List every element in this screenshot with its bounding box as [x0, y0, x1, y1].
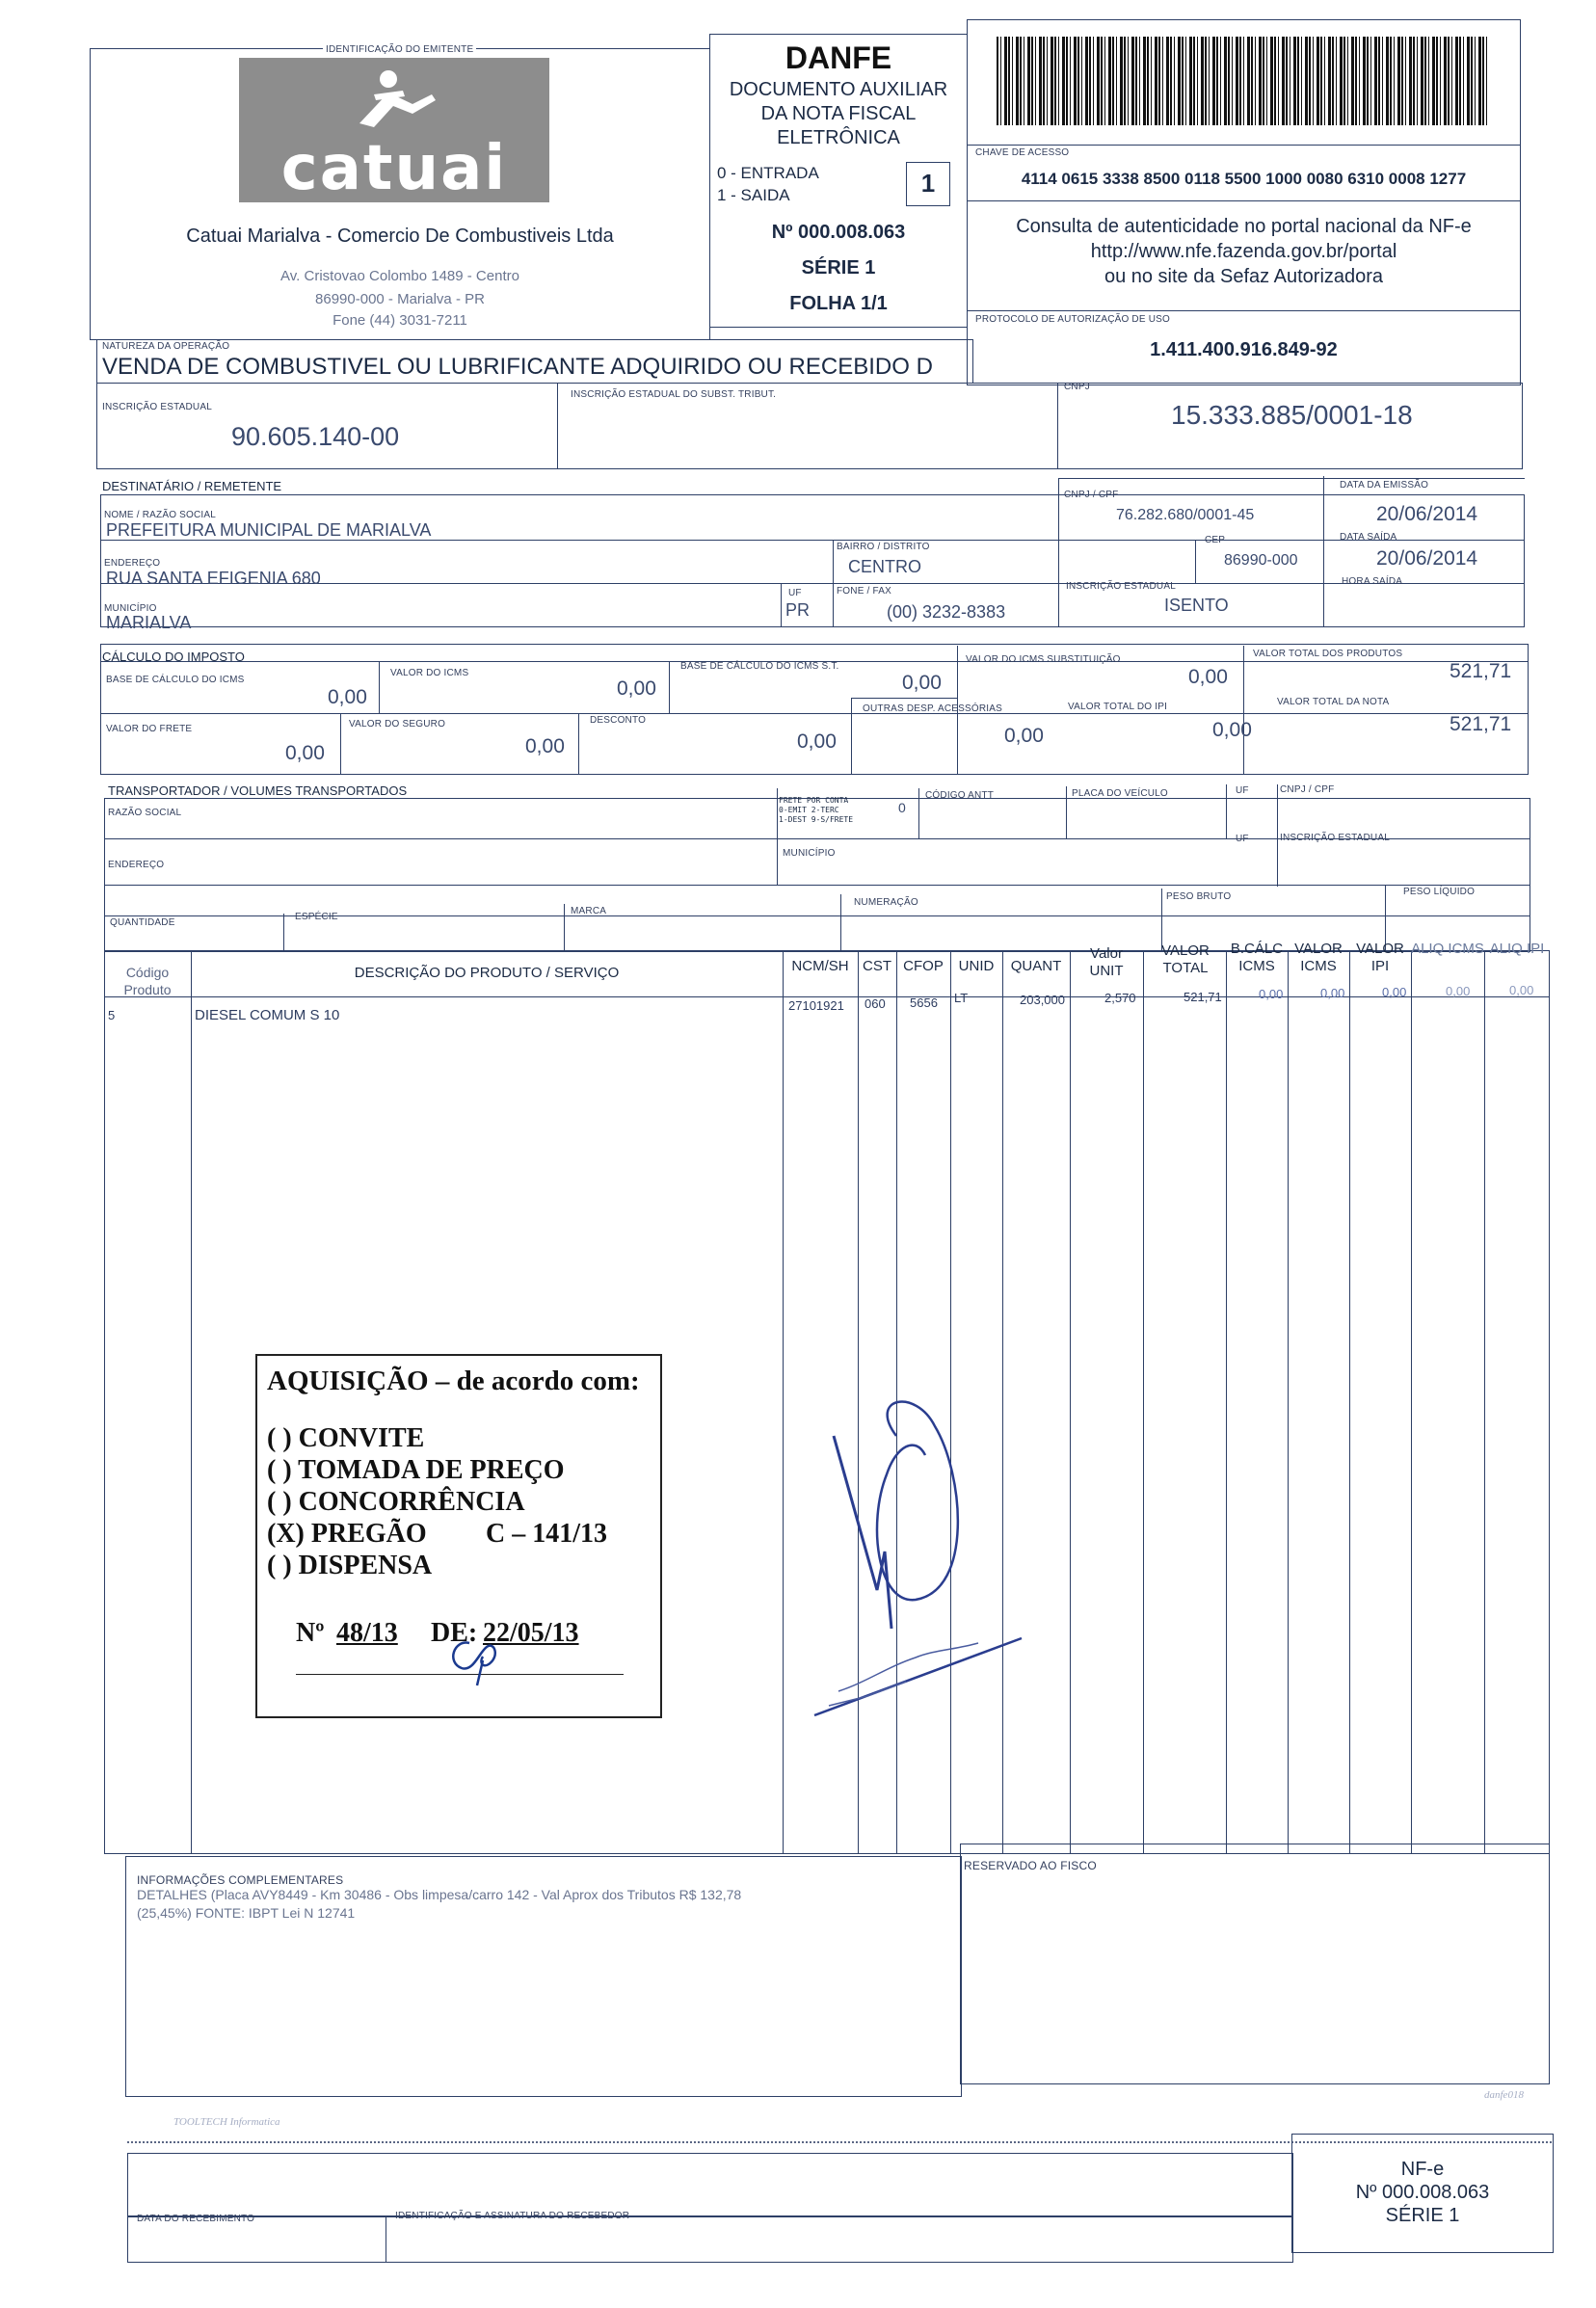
- numeracao-label: NUMERAÇÃO: [854, 897, 918, 908]
- th-valor-ipi: VALOR IPI: [1356, 941, 1404, 974]
- frete-label: VALOR DO FRETE: [106, 724, 193, 734]
- stamp-de-label: DE:: [431, 1618, 478, 1648]
- info-line2: (25,45%) FONTE: IBPT Lei N 12741: [137, 1905, 356, 1921]
- protocolo-label: PROTOCOLO DE AUTORIZAÇÃO DE USO: [975, 314, 1170, 325]
- transp-uf-label: UF: [1236, 785, 1249, 796]
- danfe-title: DANFE: [785, 40, 892, 75]
- th-ncm: NCM/SH: [791, 958, 849, 974]
- dest-ie: ISENTO: [1164, 596, 1229, 615]
- nfe-serie: SÉRIE 1: [1385, 2205, 1460, 2226]
- transp-endereco-label: ENDEREÇO: [108, 860, 165, 870]
- frete: 0,00: [285, 742, 325, 764]
- row-valor-total: 521,71: [1184, 990, 1222, 1004]
- th-aliq-ipi: ALIQ IPI: [1489, 941, 1545, 957]
- frete-opts1: FRETE POR CONTA: [779, 796, 849, 805]
- dest-nome-label: NOME / RAZÃO SOCIAL: [104, 510, 217, 520]
- stamp-de: 22/05/13: [483, 1618, 579, 1648]
- consulta-line1: Consulta de autenticidade no portal nacional da NF-e: [1016, 216, 1472, 237]
- info-line1: DETALHES (Placa AVY8449 - Km 30486 - Obs limpesa/carro 142 - Val Aprox dos Tributos R$ 132,78: [137, 1887, 742, 1902]
- stamp-num: 48/13: [336, 1618, 398, 1648]
- frete-opts2: 0-EMIT 2-TERC: [779, 806, 839, 814]
- protocolo-value: 1.411.400.916.849-92: [1150, 339, 1338, 360]
- row-valor-icms: 0,00: [1320, 986, 1345, 1000]
- danfe-entrada: 0 - ENTRADA: [717, 164, 819, 182]
- dest-cep-label: CEP: [1205, 535, 1226, 545]
- row-aliq-ipi: 0,00: [1509, 983, 1534, 997]
- seguro-label: VALOR DO SEGURO: [349, 719, 446, 730]
- row-descricao: DIESEL COMUM S 10: [195, 1007, 340, 1023]
- danfe-tipo: 1: [920, 169, 936, 198]
- danfe-saida: 1 - SAIDA: [717, 186, 790, 204]
- th-unid: UNID: [958, 958, 995, 974]
- emitente-address2: 86990-000 - Marialva - PR: [315, 291, 485, 307]
- th-aliq-icms: ALIQ ICMS: [1411, 941, 1484, 957]
- peso-liquido-label: PESO LÍQUIDO: [1403, 887, 1476, 897]
- valor-icms-label: VALOR DO ICMS: [390, 668, 469, 678]
- row-cfop: 5656: [910, 995, 938, 1010]
- aquisicao-stamp: [255, 1354, 662, 1718]
- base-st: 0,00: [902, 672, 942, 694]
- danfe-folha: FOLHA 1/1: [789, 293, 888, 314]
- th-cfop: CFOP: [903, 958, 944, 974]
- dest-municipio: MARIALVA: [106, 613, 192, 632]
- placa-label: PLACA DO VEÍCULO: [1072, 788, 1168, 799]
- natureza-label: NATUREZA DA OPERAÇÃO: [102, 341, 230, 352]
- transp-municipio-label: MUNICÍPIO: [783, 848, 836, 859]
- stamp-opt-tomada: ( ) TOMADA DE PREÇO: [267, 1455, 565, 1485]
- transp-razao-label: RAZÃO SOCIAL: [108, 808, 182, 818]
- recebimento-fields: [127, 2216, 1293, 2263]
- stamp-num-label: Nº: [296, 1618, 325, 1648]
- dest-nome: PREFEITURA MUNICIPAL DE MARIALVA: [106, 520, 432, 540]
- danfe-subtitle3: ELETRÔNICA: [777, 127, 900, 148]
- row-ncm: 27101921: [788, 998, 844, 1013]
- doc-label: danfe018: [1484, 2089, 1524, 2101]
- dest-bairro-label: BAIRRO / DISTRITO: [837, 542, 930, 552]
- stamp-opt-concorrencia: ( ) CONCORRÊNCIA: [267, 1487, 525, 1517]
- th-descricao: DESCRIÇÃO DO PRODUTO / SERVIÇO: [354, 965, 620, 981]
- desconto: 0,00: [797, 730, 837, 753]
- logo-figure-icon: [335, 66, 451, 133]
- seguro: 0,00: [525, 735, 565, 757]
- destinatario-box: [100, 494, 1525, 627]
- th-quant: QUANT: [1010, 958, 1062, 974]
- dest-bairro: CENTRO: [848, 557, 921, 576]
- frete-value: 0: [898, 800, 906, 815]
- fisco-label: RESERVADO AO FISCO: [964, 1859, 1097, 1872]
- base-st-label: BASE DE CÁLCULO DO ICMS S.T.: [680, 661, 839, 672]
- total-produtos-label: VALOR TOTAL DOS PRODUTOS: [1253, 649, 1403, 659]
- nfe-title: NF-e: [1400, 2159, 1445, 2180]
- antt-label: CÓDIGO ANTT: [925, 790, 995, 801]
- row-codigo: 5: [108, 1008, 116, 1022]
- row-unid: LT: [954, 991, 969, 1005]
- transp-uf2-label: UF: [1236, 834, 1249, 844]
- valor-st: 0,00: [1188, 666, 1228, 688]
- th-bc-icms: B.CÁLC ICMS: [1230, 941, 1284, 974]
- stamp-title: AQUISIÇÃO – de acordo com:: [267, 1366, 640, 1396]
- th-valor-total: VALOR TOTAL: [1161, 942, 1210, 976]
- consulta-line2: http://www.nfe.fazenda.gov.br/portal: [1090, 241, 1397, 262]
- consulta-line3: ou no site da Sefaz Autorizadora: [1104, 266, 1384, 287]
- stamp-opt-convite: ( ) CONVITE: [267, 1423, 425, 1453]
- signature-icon: [810, 1397, 1099, 1725]
- dest-endereco-label: ENDEREÇO: [104, 558, 161, 569]
- software-name: TOOLTECH Informatica: [173, 2116, 280, 2128]
- ie-st-label: INSCRIÇÃO ESTADUAL DO SUBST. TRIBUT.: [571, 389, 777, 400]
- dest-fone-label: FONE / FAX: [837, 586, 892, 597]
- emitente-phone: Fone (44) 3031-7211: [332, 312, 467, 329]
- emitente-name: Catuai Marialva - Comercio De Combustiveis Ltda: [186, 225, 614, 247]
- danfe-subtitle2: DA NOTA FISCAL: [760, 103, 917, 124]
- dest-endereco: RUA SANTA EFIGENIA 680: [106, 569, 321, 588]
- dest-emissao: 20/06/2014: [1376, 503, 1478, 525]
- logo-text: catuai: [280, 133, 508, 204]
- chave-value: 4114 0615 3338 8500 0118 5500 1000 0080 6310 0008 1277: [1021, 170, 1467, 188]
- total-nota-label: VALOR TOTAL DA NOTA: [1277, 697, 1390, 707]
- outras-label: OUTRAS DESP. ACESSÓRIAS: [863, 703, 1003, 714]
- desconto-label: DESCONTO: [590, 715, 647, 726]
- transp-cnpj-label: CNPJ / CPF: [1280, 784, 1335, 795]
- emitente-address1: Av. Cristovao Colombo 1489 - Centro: [280, 268, 519, 284]
- th-codigo: Código Produto: [123, 965, 172, 997]
- row-cst: 060: [864, 996, 886, 1011]
- stamp-opt-pregao: (X) PREGÃO: [267, 1519, 427, 1549]
- dest-saida: 20/06/2014: [1376, 547, 1478, 570]
- ident-recebedor-label: IDENTIFICAÇÃO E ASSINATURA DO RECEBEDOR: [395, 2211, 630, 2221]
- cnpj-value: 15.333.885/0001-18: [1171, 400, 1413, 430]
- ipi: 0,00: [1212, 719, 1252, 741]
- barcode: [997, 37, 1488, 125]
- chave-label: CHAVE DE ACESSO: [975, 147, 1070, 158]
- data-recebimento-label: DATA DO RECEBIMENTO: [137, 2214, 255, 2224]
- frete-opts3: 1-DEST 9-S/FRETE: [779, 815, 854, 824]
- danfe-subtitle1: DOCUMENTO AUXILIAR: [729, 79, 948, 100]
- row-valor-unit: 2,570: [1104, 991, 1136, 1005]
- dest-emissao-label: DATA DA EMISSÃO: [1340, 480, 1429, 491]
- dest-cep: 86990-000: [1224, 552, 1298, 569]
- danfe-numero: Nº 000.008.063: [771, 222, 906, 243]
- stamp-initials-icon: [440, 1633, 518, 1687]
- dest-saida-label: DATA SAÍDA: [1340, 532, 1397, 543]
- valor-st-label: VALOR DO ICMS SUBSTITUIÇÃO: [966, 654, 1121, 665]
- total-produtos: 521,71: [1450, 660, 1512, 682]
- valor-icms: 0,00: [617, 677, 656, 700]
- dest-ie-label: INSCRIÇÃO ESTADUAL: [1066, 581, 1176, 592]
- dest-hora-label: HORA SAÍDA: [1342, 576, 1403, 587]
- fisco-box: [960, 1844, 1550, 2084]
- th-valor-unit: Valor UNIT: [1089, 945, 1124, 979]
- ie-value: 90.605.140-00: [231, 422, 400, 451]
- dest-municipio-label: MUNICÍPIO: [104, 603, 157, 614]
- row-quant: 203,000: [1020, 993, 1065, 1007]
- dest-uf-label: UF: [788, 588, 802, 598]
- row-valor-ipi: 0,00: [1382, 985, 1407, 999]
- base-icms-label: BASE DE CÁLCULO DO ICMS: [106, 675, 245, 685]
- peso-bruto-label: PESO BRUTO: [1166, 891, 1232, 902]
- outras: 0,00: [1004, 725, 1044, 747]
- marca-label: MARCA: [571, 906, 607, 916]
- imposto-section: CÁLCULO DO IMPOSTO: [102, 650, 245, 664]
- stamp-pregao-num: C – 141/13: [486, 1519, 607, 1549]
- ipi-label: VALOR TOTAL DO IPI: [1068, 702, 1168, 712]
- row-bc-icms: 0,00: [1259, 987, 1284, 1001]
- th-cst: CST: [863, 958, 891, 974]
- dest-cnpj: 76.282.680/0001-45: [1116, 507, 1255, 523]
- ie-label: INSCRIÇÃO ESTADUAL: [102, 402, 212, 412]
- emitente-label: IDENTIFICAÇÃO DO EMITENTE: [323, 44, 476, 55]
- dest-uf: PR: [785, 600, 811, 620]
- nfe-numero: Nº 000.008.063: [1355, 2182, 1490, 2203]
- company-logo: [239, 58, 549, 202]
- transp-ie-label: INSCRIÇÃO ESTADUAL: [1280, 833, 1390, 843]
- stamp-opt-dispensa: ( ) DISPENSA: [267, 1551, 433, 1580]
- row-aliq-icms: 0,00: [1446, 984, 1471, 998]
- cnpj-label: CNPJ: [1064, 382, 1090, 392]
- danfe-serie: SÉRIE 1: [801, 257, 876, 279]
- especie-label: ESPÉCIE: [295, 912, 338, 922]
- base-icms: 0,00: [328, 686, 367, 708]
- dest-cnpj-label: CNPJ / CPF: [1064, 490, 1119, 500]
- total-nota: 521,71: [1450, 713, 1512, 735]
- th-valor-icms: VALOR ICMS: [1294, 941, 1343, 974]
- natureza-value: VENDA DE COMBUSTIVEL OU LUBRIFICANTE ADQUIRIDO OU RECEBIDO D: [102, 354, 933, 380]
- transportador-section: TRANSPORTADOR / VOLUMES TRANSPORTADOS: [108, 783, 408, 798]
- recebimento-box: [127, 2153, 1293, 2216]
- quantidade-label: QUANTIDADE: [110, 917, 175, 928]
- destinatario-section: DESTINATÁRIO / REMETENTE: [102, 479, 282, 493]
- info-label: INFORMAÇÕES COMPLEMENTARES: [137, 1873, 344, 1887]
- dest-fone: (00) 3232-8383: [887, 602, 1006, 622]
